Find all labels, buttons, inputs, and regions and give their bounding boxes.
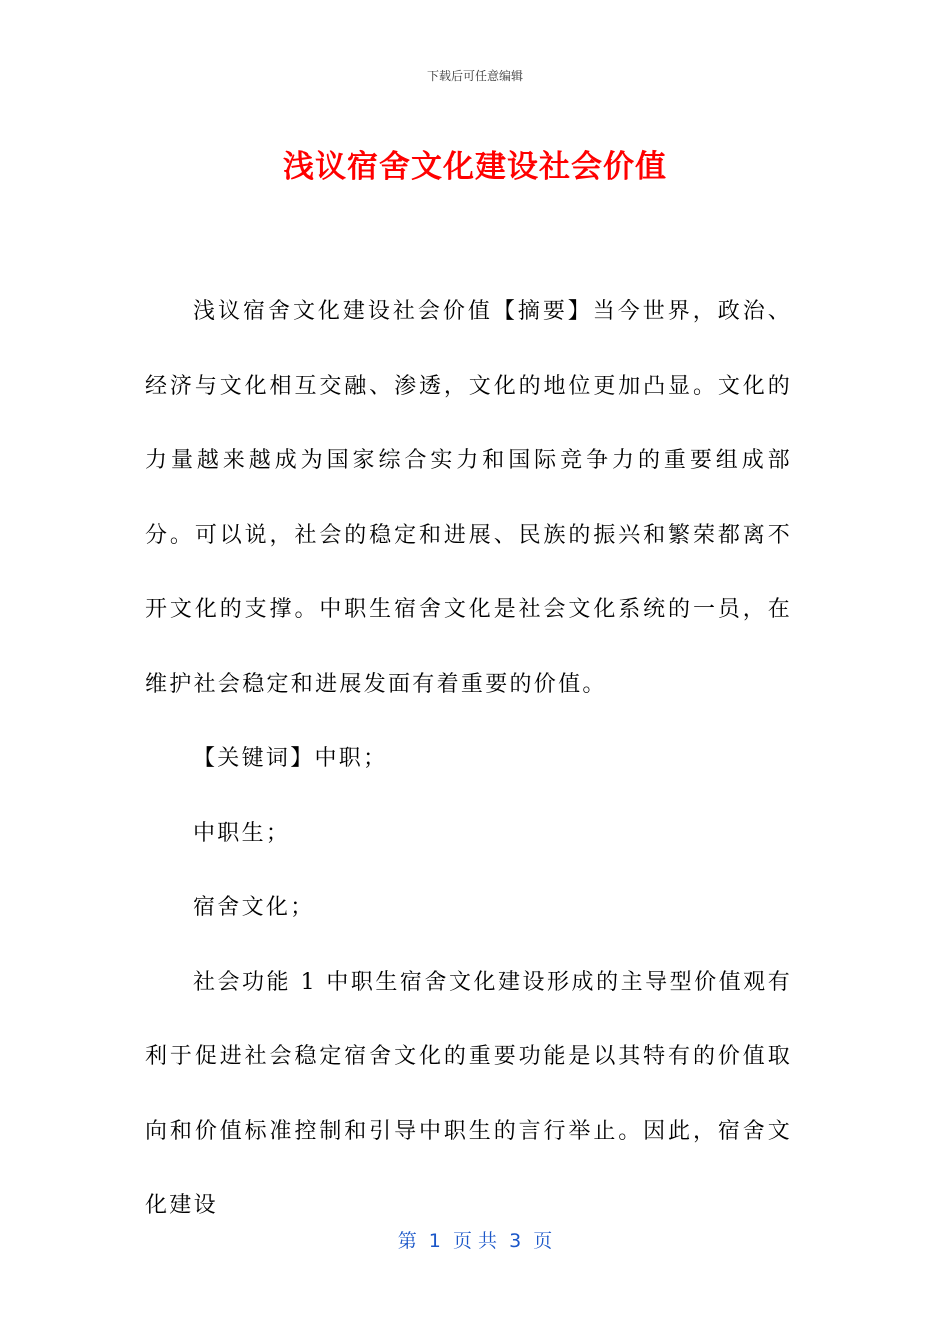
header-note: 下载后可任意编辑 (426, 69, 523, 83)
page-footer: 第 1 页 共 3 页 (397, 1230, 553, 1252)
document-body (145, 275, 792, 1244)
paragraph-abstract: 浅议宿舍文化建设社会价值【摘要】当今世界，政治、经济与文化相互交融、渗透，文化的地位更加凸显。文化的力量越来越成为国家综合实力和国际竞争力的重要组成部分。可以说，社会的稳定和进展、民族的振兴和繁荣都离不开文化的支撑。中职生宿舍文化是社会文化系统的一员，在维护社会稳定和进展发面有着重要的价值。 (145, 299, 792, 697)
document-title: 浅议宿舍文化建设社会价值 (283, 149, 667, 185)
paragraph-keyword-dorm-culture: 宿舍文化； (193, 895, 315, 920)
paragraph-social-function: 社会功能 1 中职生宿舍文化建设形成的主导型价值观有利于促进社会稳定宿舍文化的重要功能是以其特有的价值取向和价值标准控制和引导中职生的言行举止。因此，宿舍文化建设 (145, 969, 792, 1218)
paragraph-keyword-students: 中职生； (193, 820, 291, 846)
paragraph-keywords: 【关键词】中职； (193, 746, 388, 771)
